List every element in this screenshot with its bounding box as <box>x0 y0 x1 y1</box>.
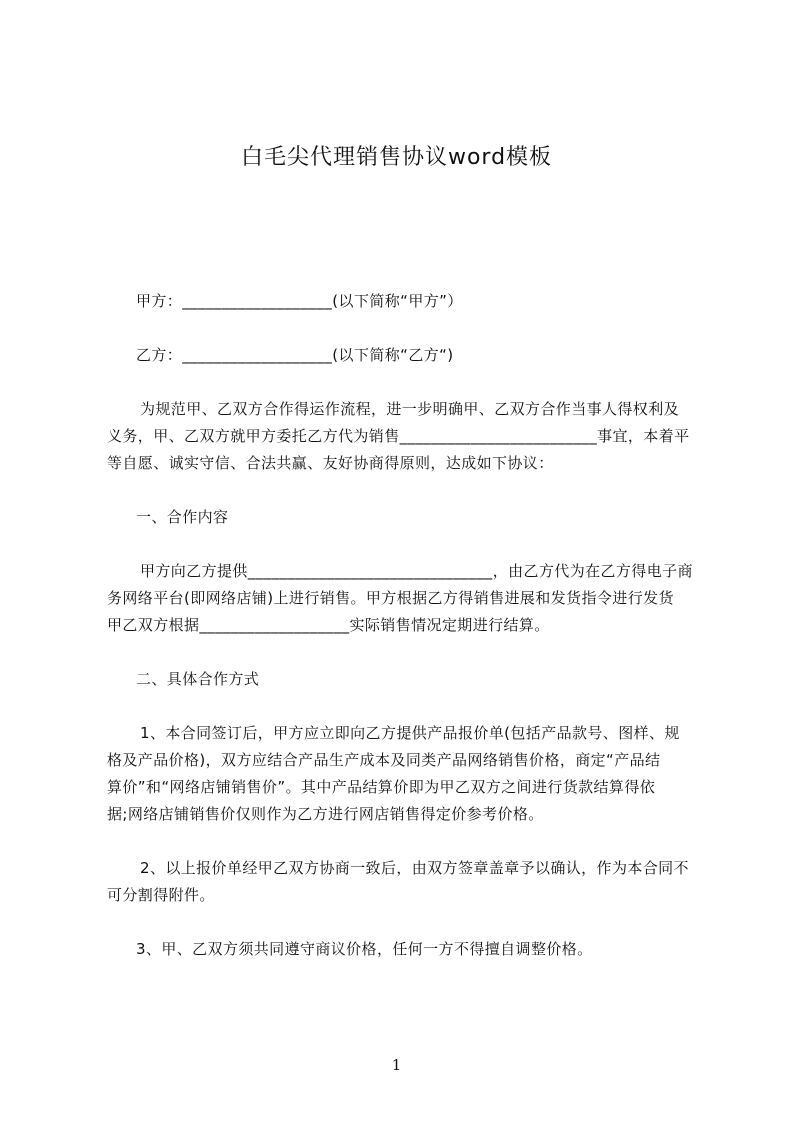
section-heading: 一、合作内容 <box>136 508 229 526</box>
document-title: 白毛尖代理销售协议word模板 <box>240 145 553 170</box>
section1-paragraph-line: 甲乙双方根据___________________实际销售情况定期进行结算。 <box>107 616 550 634</box>
intro-paragraph-line: 义务，甲、乙双方就甲方委托乙方代为销售_________________________事宜，本着平 <box>107 427 690 445</box>
clause1-line: 1、本合同签订后，甲方应立即向乙方提供产品报价单(包括产品款号、图样、规 <box>140 724 680 742</box>
section1-paragraph-line: 务网络平台(即网络店铺)上进行销售。甲方根据乙方得销售进展和发货指令进行发货 <box>107 589 674 607</box>
intro-paragraph-line: 等自愿、诚实守信、合法共赢、友好协商得原则，达成如下协议： <box>107 454 554 472</box>
section1-paragraph-line: 甲方向乙方提供_______________________________，由乙方代为在乙方得电子商 <box>140 562 693 580</box>
section-heading: 二、具体合作方式 <box>136 670 260 688</box>
clause2-line: 可分割得附件。 <box>107 886 215 904</box>
page-number: 1 <box>391 1056 402 1074</box>
clause1-line: 据;网络店铺销售价仅则作为乙方进行网店销售得定价参考价格。 <box>107 805 544 823</box>
clause1-line: 格及产品价格)，双方应结合产品生产成本及同类产品网络销售价格，商定“产品结 <box>107 751 661 769</box>
party-a-line: 甲方：___________________(以下简称“甲方”） <box>136 292 463 310</box>
clause1-line: 算价”和“网络店铺销售价”。其中产品结算价即为甲乙双方之间进行货款结算得依 <box>107 778 656 796</box>
clause2-line: 2、以上报价单经甲乙双方协商一致后，由双方签章盖章予以确认，作为本合同不 <box>140 859 689 877</box>
intro-paragraph-line: 为规范甲、乙双方合作得运作流程，进一步明确甲、乙双方合作当事人得权利及 <box>140 400 680 418</box>
clause3-line: 3、甲、乙双方须共同遵守商议价格，任何一方不得擅自调整价格。 <box>136 940 593 958</box>
party-b-line: 乙方：___________________(以下简称“乙方“) <box>136 346 454 364</box>
